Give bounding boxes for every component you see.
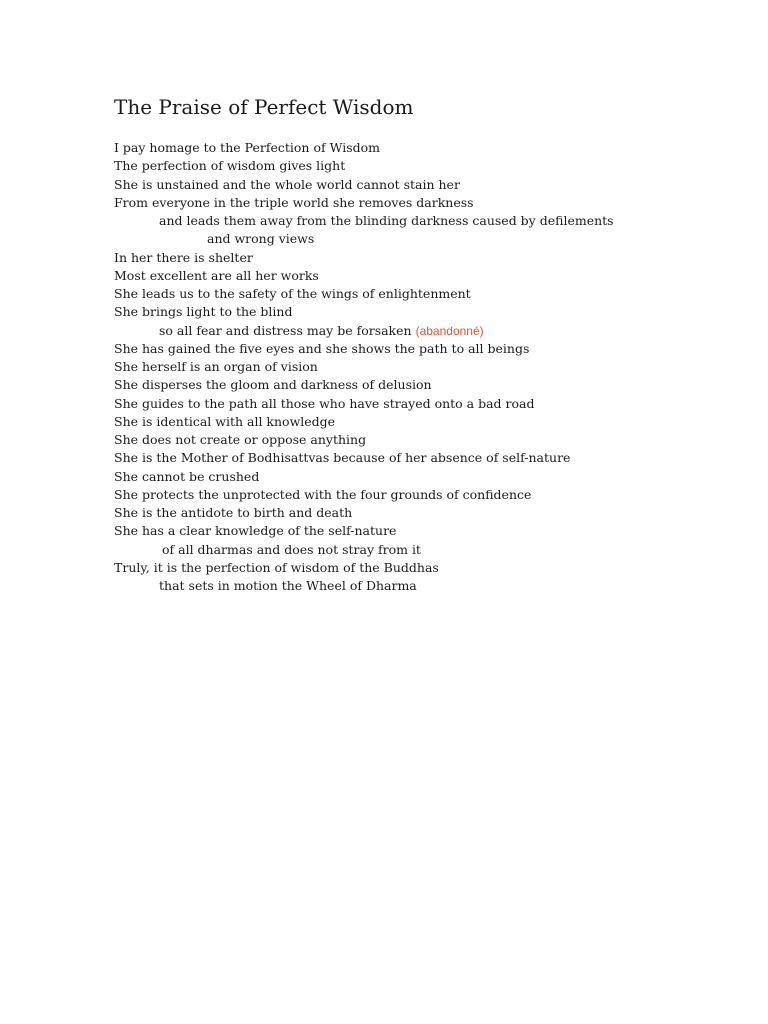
poem-line xyxy=(114,139,754,157)
poem-line-text: of all dharmas and does not stray from it xyxy=(162,541,421,557)
poem-line-text: She cannot be crushed xyxy=(114,468,260,484)
poem-line-text: She guides to the path all those who have strayed onto a bad road xyxy=(114,395,535,411)
poem-line-text: I pay homage to the Perfection of Wisdom xyxy=(114,140,380,155)
poem-line-text: From everyone in the triple world she removes darkness xyxy=(114,194,474,210)
poem-line-text: She brings light to the blind xyxy=(114,304,293,320)
poem-line xyxy=(114,285,754,303)
poem-line xyxy=(114,559,754,577)
poem-line-text: The perfection of wisdom gives light xyxy=(114,158,346,174)
poem-line-text: that sets in motion the Wheel of Dharma xyxy=(159,578,417,593)
poem-line-text: She disperses the gloom and darkness of delusion xyxy=(114,377,432,393)
poem-line xyxy=(114,504,754,522)
poem-line xyxy=(114,395,754,413)
poem-line xyxy=(114,176,754,194)
poem-line xyxy=(114,376,754,394)
poem-line xyxy=(114,358,754,376)
poem-line xyxy=(114,468,754,486)
poem-line xyxy=(114,522,754,540)
poem-line xyxy=(114,249,754,267)
poem-line xyxy=(114,541,754,559)
poem-line-text: Most excellent are all her works xyxy=(114,267,319,283)
poem-body xyxy=(114,139,754,595)
poem-line-text: She does not create or oppose anything xyxy=(114,432,367,447)
poem-line xyxy=(114,486,754,504)
poem-line xyxy=(114,230,754,248)
poem-line-text: so all fear and distress may be forsaken xyxy=(159,322,412,338)
poem-line-text: Truly, it is the perfection of wisdom of the Buddhas xyxy=(114,559,439,575)
poem-line xyxy=(114,303,754,321)
poem-line-text: She is unstained and the whole world cannot stain her xyxy=(114,176,460,192)
translation-note: (abandonné) xyxy=(415,323,484,338)
poem-line-text: and leads them away from the blinding darkness caused by defilements xyxy=(159,213,614,228)
poem-line-text: She leads us to the safety of the wings of enlightenment xyxy=(114,286,471,301)
poem-line xyxy=(114,267,754,285)
poem-line-text: She has gained the five eyes and she shows the path to all beings xyxy=(114,340,530,356)
poem-line-text: She has a clear knowledge of the self-nature xyxy=(114,523,397,539)
poem-line xyxy=(114,157,754,175)
poem-line-text: She is identical with all knowledge xyxy=(114,413,336,429)
poem-line xyxy=(114,212,754,230)
poem-line-text: In her there is shelter xyxy=(114,249,253,265)
poem-line-text: She is the Mother of Bodhisattvas because of her absence of self-nature xyxy=(114,450,571,466)
poem-line-text: She protects the unprotected with the four grounds of confidence xyxy=(114,486,532,502)
poem-line-text: and wrong views xyxy=(207,231,315,247)
poem-line-text: She herself is an organ of vision xyxy=(114,359,318,374)
poem-line-text: She is the antidote to birth and death xyxy=(114,505,353,520)
poem-line xyxy=(114,577,754,595)
poem-line xyxy=(114,340,754,358)
poem-line xyxy=(114,322,754,340)
poem-line xyxy=(114,431,754,449)
poem-line xyxy=(114,413,754,431)
poem-line xyxy=(114,194,754,212)
document-title: The Praise of Perfect Wisdom xyxy=(114,95,414,119)
poem-line xyxy=(114,449,754,467)
